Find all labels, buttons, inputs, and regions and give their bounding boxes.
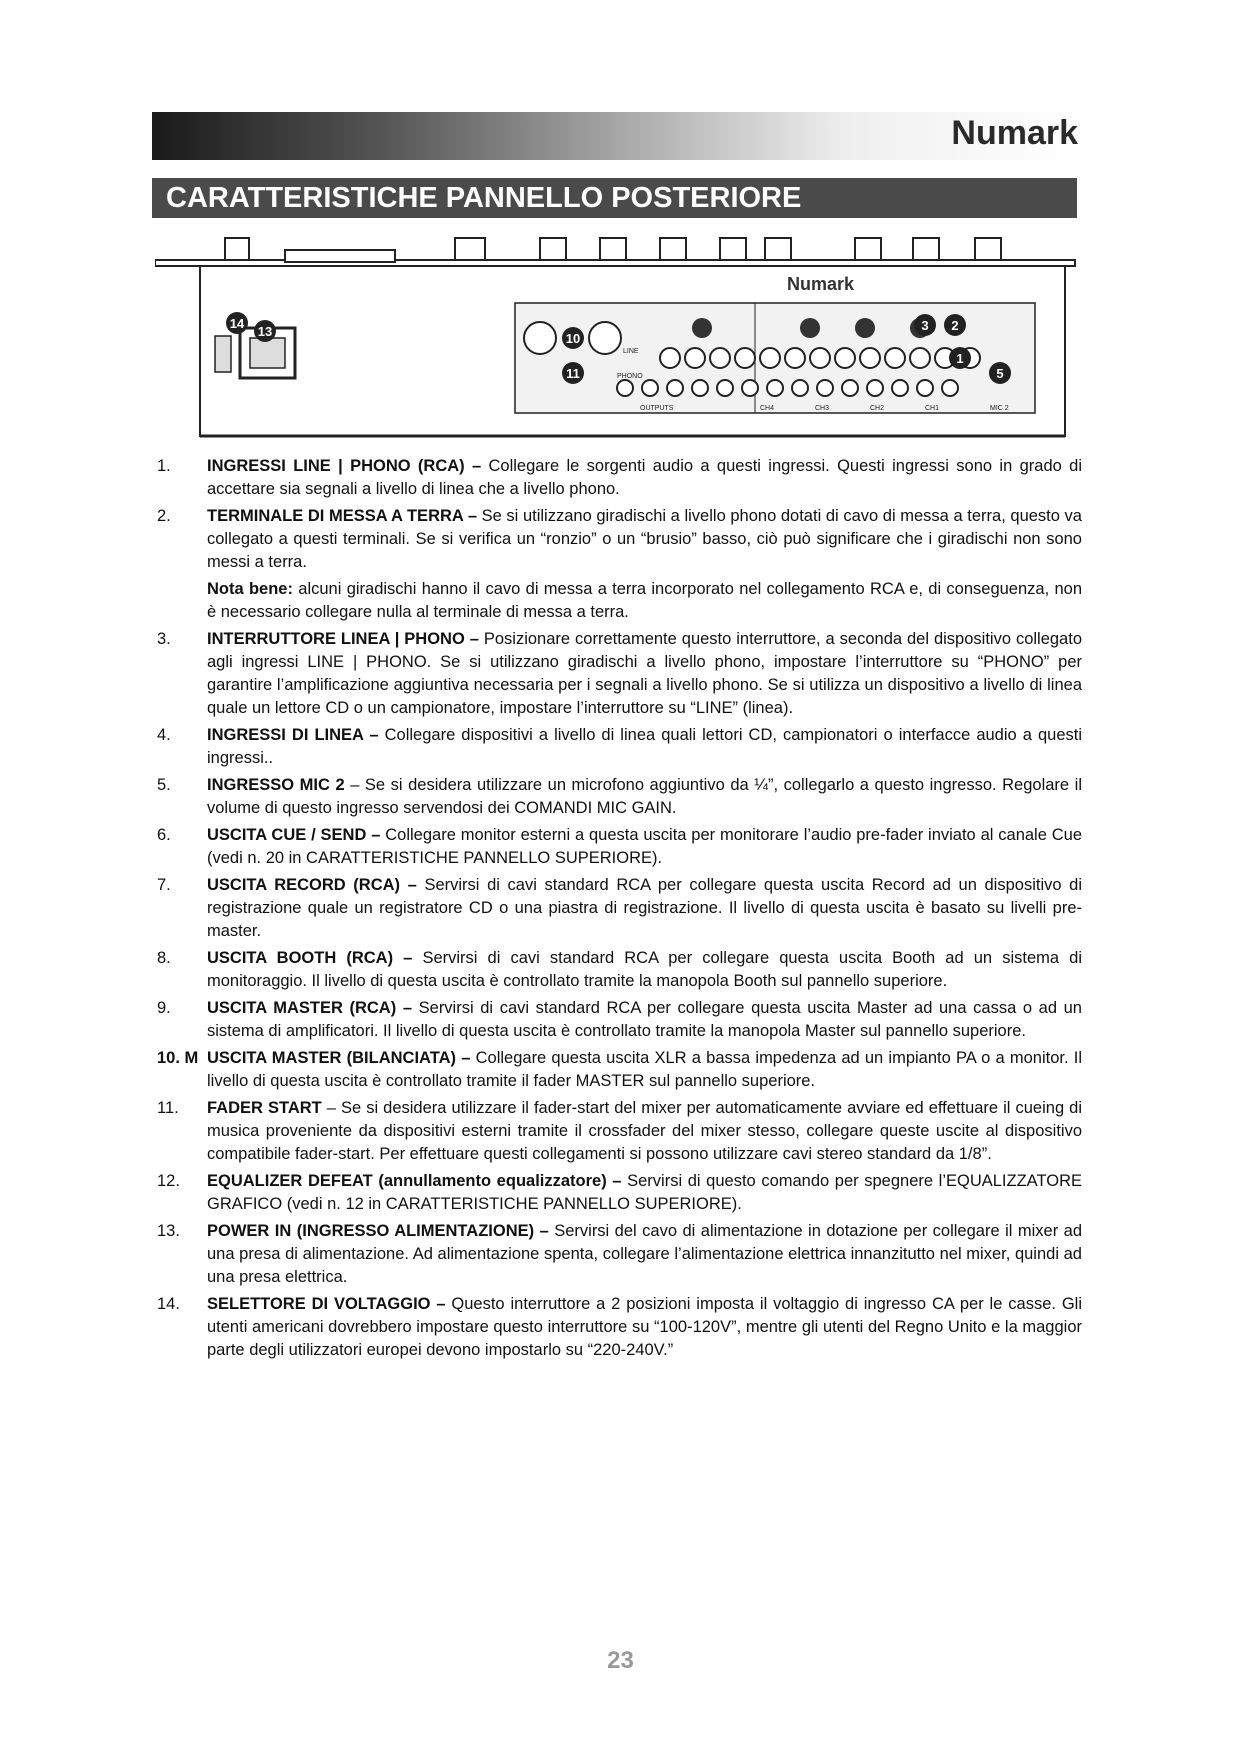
callout-10: 10	[565, 331, 581, 346]
list-item: 1. INGRESSI LINE | PHONO (RCA) – Collegare le sorgenti audio a questi ingressi. Questi ingressi sono in grado di accettare sia segnali a livello di linea che a livello phono.	[157, 457, 1082, 498]
list-item: 14. SELETTORE DI VOLTAGGIO – Questo interruttore a 2 posizioni imposta il voltaggio di ingresso CA per le casse. Gli utenti americani dovrebbero impostare questo interruttore su “100-120V”, mentre gli utenti del Regno Unito e la maggior parte degli utilizzatori europei devono impostarlo su “220-240V.”	[157, 1295, 1082, 1359]
list-item: 4. INGRESSI DI LINEA – Collegare dispositivi a livello di linea quali lettori CD, campionatori o interfacce audio a questi ingressi..	[157, 726, 1082, 767]
label-line: LINE	[623, 348, 639, 355]
list-item: 12. EQUALIZER DEFEAT (annullamento equalizzatore) – Servirsi di questo comando per spegnere l’EQUALIZZATORE GRAFICO (vedi n. 12 in CARATTERISTICHE PANNELLO SUPERIORE).	[157, 1172, 1082, 1213]
list-item: 9. USCITA MASTER (RCA) – Servirsi di cavi standard RCA per collegare questa uscita Master ad una cassa o ad un sistema di amplificatori. Il livello di questa uscita è controllato tramite la manopola Master sul pannello superiore.	[157, 999, 1082, 1040]
list-item: 8. USCITA BOOTH (RCA) – Servirsi di cavi standard RCA per collegare questa uscita Booth ad un sistema di monitoraggio. Il livello di questa uscita è controllato tramite la manopola Booth sul pannello superiore.	[157, 949, 1082, 990]
section-title: CARATTERISTICHE PANNELLO POSTERIORE	[152, 178, 1077, 218]
label-outputs: OUTPUTS	[640, 405, 674, 412]
callout-13: 13	[257, 324, 273, 339]
callout-2: 2	[951, 318, 959, 333]
callout-1: 1	[956, 351, 964, 366]
list-item: 3. INTERRUTTORE LINEA | PHONO – Posizionare correttamente questo interruttore, a seconda del dispositivo collegato agli ingressi LINE | PHONO. Se si utilizzano giradischi a livello phono, impostare l’interruttore su “PHONO” per garantire l’amplificazione aggiuntiva necessaria per i segnali a livello phono. Se si utilizza un dispositivo a livello di linea quale un lettore CD o un campionatore, impostare l’interruttore su “LINE” (linea).	[157, 630, 1082, 717]
list-item: 5. INGRESSO MIC 2 – Se si desidera utilizzare un microfono aggiuntivo da ¼”, collegarlo a questo ingresso. Regolare il volume di questo ingresso servendosi dei COMANDI MIC GAIN.	[157, 776, 1082, 817]
label-ch2: CH2	[870, 405, 885, 412]
feature-list	[157, 455, 1082, 1366]
label-mic2: MIC 2	[990, 405, 1009, 412]
note: Nota bene: alcuni giradischi hanno il cavo di messa a terra incorporato nel collegamento RCA e, di conseguenza, non è necessario collegare nulla al terminale di messa a terra.	[207, 580, 1082, 621]
callout-14: 14	[229, 316, 245, 331]
callout-5: 5	[996, 366, 1004, 381]
label-ch3: CH3	[815, 405, 830, 412]
list-item: 7. USCITA RECORD (RCA) – Servirsi di cavi standard RCA per collegare questa uscita Record ad un dispositivo di registrazione quale un registratore CD o una piastra di registrazione. Il livello di questa uscita è basato su livelli pre-master.	[157, 876, 1082, 940]
list-item: 10. M USCITA MASTER (BILANCIATA) – Collegare questa uscita XLR a bassa impedenza ad un impianto PA o a monitor. Il livello di questa uscita è controllato tramite il fader MASTER sul pannello superiore.	[157, 1049, 1082, 1090]
list-item: 13. POWER IN (INGRESSO ALIMENTAZIONE) – Servirsi del cavo di alimentazione in dotazione per collegare il mixer ad una presa di alimentazione. Ad alimentazione spenta, collegare l’alimentazione elettrica innanzitutto nel mixer, quindi ad una presa elettrica.	[157, 1222, 1083, 1286]
callout-11: 11	[566, 366, 580, 381]
label-ch4: CH4	[760, 405, 775, 412]
label-ch1: CH1	[925, 405, 940, 412]
rear-panel-diagram	[155, 228, 1085, 438]
brand-logo: Numark	[951, 114, 1078, 152]
diagram-brand: Numark	[787, 274, 855, 294]
header-gradient-bar	[152, 112, 1077, 160]
callout-3: 3	[921, 318, 929, 333]
label-phono: PHONO	[617, 373, 643, 380]
list-item: 11. FADER START – Se si desidera utilizzare il fader-start del mixer per automaticamente avviare ed effettuare il cueing di musica proveniente da dispositivi esterni tramite il crossfader del mixer stesso, collegare queste uscite al dispositivo compatibile fader-start. Per effettuare questi collegamenti si possono utilizzare cavi stereo standard da 1/8”.	[157, 1099, 1083, 1163]
page-number: 23	[607, 1647, 634, 1674]
list-item: 2. TERMINALE DI MESSA A TERRA – Se si utilizzano giradischi a livello phono dotati di cavo di messa a terra, questo va collegato a questi terminali. Se si verifica un “ronzio” o un “brusio” basso, ciò può significare che i giradischi non sono messi a terra.	[157, 507, 1082, 571]
list-item: 6. USCITA CUE / SEND – Collegare monitor esterni a questa uscita per monitorare l’audio pre-fader inviato al canale Cue (vedi n. 20 in CARATTERISTICHE PANNELLO SUPERIORE).	[157, 826, 1083, 867]
